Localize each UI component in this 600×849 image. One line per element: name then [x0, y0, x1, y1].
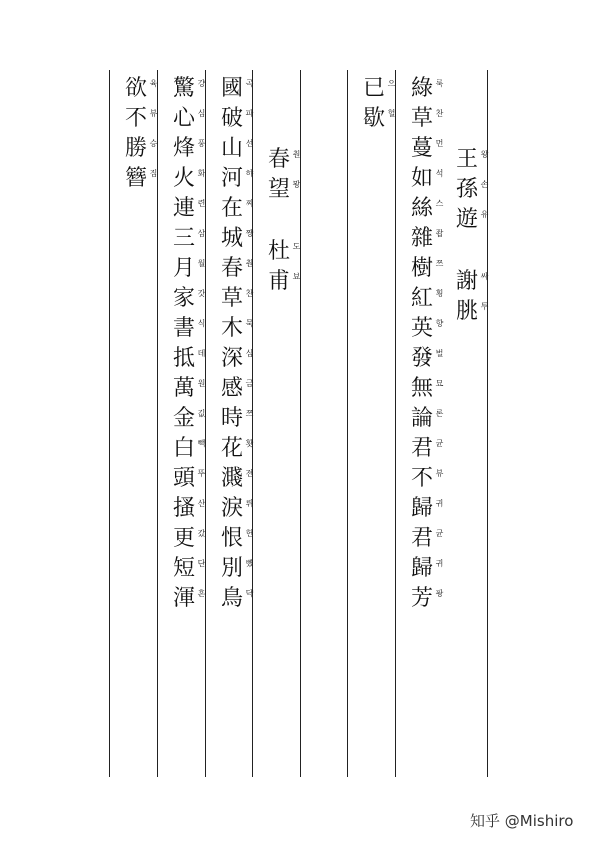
poem2-line2-column — [172, 75, 220, 615]
hanzi-char: 淚 — [220, 496, 243, 521]
hanzi-char: 濺 — [220, 466, 243, 491]
hanzi-char: 花 — [220, 436, 243, 461]
pronunciation-ruby: 횡 — [435, 289, 444, 297]
hanzi-char: 更 — [172, 526, 195, 551]
hanzi-char: 君 — [410, 526, 433, 551]
hanzi-char: 三 — [172, 226, 195, 251]
glyph-cell — [172, 315, 220, 345]
hanzi-char: 謝 — [455, 269, 478, 294]
glyph-cell — [410, 585, 458, 615]
pronunciation-ruby: 헌 — [245, 529, 254, 537]
glyph-cell — [172, 135, 220, 165]
pronunciation-ruby: 룩 — [435, 79, 444, 87]
pronunciation-ruby: 심 — [197, 109, 206, 117]
hanzi-char: 春 — [220, 256, 243, 281]
hanzi-char: 不 — [410, 466, 433, 491]
pronunciation-ruby: 유 — [480, 210, 489, 218]
pronunciation-ruby: 금 — [245, 379, 254, 387]
hanzi-char: 連 — [172, 196, 195, 221]
glyph-cell — [410, 285, 458, 315]
glyph-cell — [220, 525, 268, 555]
glyph-cell — [220, 285, 268, 315]
column-rule — [395, 70, 396, 777]
glyph-cell — [172, 285, 220, 315]
glyph-cell — [455, 176, 503, 206]
poem1-title-column — [455, 146, 503, 328]
poem2-line1-column — [220, 75, 268, 615]
hanzi-char: 心 — [172, 106, 195, 131]
hanzi-char: 河 — [220, 166, 243, 191]
pronunciation-ruby: 균 — [435, 529, 444, 537]
glyph-cell — [172, 225, 220, 255]
pronunciation-ruby: 련 — [197, 199, 206, 207]
hanzi-char: 草 — [410, 106, 433, 131]
pronunciation-ruby: 퐝 — [435, 589, 444, 597]
pronunciation-ruby: 벌 — [435, 349, 444, 357]
glyph-cell — [410, 315, 458, 345]
column-rule — [109, 70, 110, 777]
pronunciation-ruby: 춴 — [292, 150, 301, 158]
glyph-cell — [410, 255, 458, 285]
column-rule — [347, 70, 348, 777]
pronunciation-ruby: 뤼 — [245, 499, 254, 507]
pronunciation-ruby: 갔 — [197, 529, 206, 537]
glyph-cell — [267, 238, 315, 268]
glyph-cell — [220, 435, 268, 465]
pronunciation-ruby: 햐 — [245, 169, 254, 177]
pronunciation-ruby: 갓 — [197, 289, 206, 297]
glyph-cell — [172, 495, 220, 525]
pronunciation-ruby: 춴 — [245, 259, 254, 267]
glyph-cell — [410, 465, 458, 495]
glyph-cell — [410, 165, 458, 195]
pronunciation-ruby: 스 — [435, 199, 444, 207]
glyph-cell — [172, 105, 220, 135]
pronunciation-ruby: 손 — [480, 180, 489, 188]
pronunciation-ruby: 월 — [197, 259, 206, 267]
glyph-cell — [172, 195, 220, 225]
pronunciation-ruby: 찌 — [245, 199, 254, 207]
pronunciation-ruby: 뷰 — [149, 109, 158, 117]
hanzi-char: 紅 — [410, 286, 433, 311]
pronunciation-ruby: 묘 — [435, 379, 444, 387]
pronunciation-ruby: 육 — [149, 79, 158, 87]
pronunciation-ruby: 걍 — [197, 79, 206, 87]
hanzi-char: 歇 — [362, 106, 385, 131]
hanzi-char: 感 — [220, 376, 243, 401]
hanzi-char: 簪 — [124, 166, 147, 191]
hanzi-char: 樹 — [410, 256, 433, 281]
glyph-cell — [220, 555, 268, 585]
pronunciation-ruby: 단 — [197, 559, 206, 567]
glyph-cell — [172, 75, 220, 105]
hanzi-char: 金 — [172, 406, 195, 431]
hanzi-char: 發 — [410, 346, 433, 371]
glyph-cell — [172, 585, 220, 615]
hanzi-char: 春 — [267, 147, 290, 172]
pronunciation-ruby: 으 — [387, 79, 396, 87]
spacer — [267, 206, 315, 238]
glyph-cell — [267, 176, 315, 206]
hanzi-char: 芳 — [410, 586, 433, 611]
glyph-cell — [267, 146, 315, 176]
pronunciation-ruby: 균 — [435, 439, 444, 447]
glyph-cell — [172, 525, 220, 555]
hanzi-char: 如 — [410, 166, 433, 191]
glyph-cell — [220, 495, 268, 525]
hanzi-char: 國 — [220, 76, 243, 101]
hanzi-char: 絲 — [410, 196, 433, 221]
glyph-cell — [172, 345, 220, 375]
pronunciation-ruby: 묵 — [245, 319, 254, 327]
pronunciation-ruby: 화 — [197, 169, 206, 177]
hanzi-char: 鳥 — [220, 586, 243, 611]
hanzi-char: 搔 — [172, 496, 195, 521]
hanzi-char: 深 — [220, 346, 243, 371]
hanzi-char: 頭 — [172, 466, 195, 491]
glyph-cell — [410, 405, 458, 435]
pronunciation-ruby: 쯔 — [245, 409, 254, 417]
spacer — [455, 236, 503, 268]
poem2-title-column — [267, 146, 315, 298]
glyph-cell — [124, 75, 172, 105]
glyph-cell — [455, 206, 503, 236]
glyph-cell — [220, 375, 268, 405]
glyph-cell — [172, 465, 220, 495]
hanzi-char: 短 — [172, 556, 195, 581]
pronunciation-ruby: 곡 — [245, 79, 254, 87]
hanzi-char: 抵 — [172, 346, 195, 371]
glyph-cell — [220, 405, 268, 435]
hanzi-char: 家 — [172, 286, 195, 311]
pronunciation-ruby: 홧 — [245, 439, 254, 447]
poem1-line1-column — [410, 75, 458, 615]
pronunciation-ruby: 투 — [480, 302, 489, 310]
pronunciation-ruby: 풍 — [197, 139, 206, 147]
glyph-cell — [172, 435, 220, 465]
hanzi-char: 不 — [124, 106, 147, 131]
glyph-cell — [220, 345, 268, 375]
watermark: 知乎 @Mishiro — [470, 812, 574, 830]
glyph-cell — [220, 465, 268, 495]
pronunciation-ruby: 쨩 — [245, 229, 254, 237]
pronunciation-ruby: 향 — [435, 319, 444, 327]
hanzi-char: 時 — [220, 406, 243, 431]
hanzi-char: 書 — [172, 316, 195, 341]
hanzi-char: 歸 — [410, 556, 433, 581]
glyph-cell — [124, 135, 172, 165]
glyph-cell — [172, 375, 220, 405]
pronunciation-ruby: 도 — [292, 242, 301, 250]
hanzi-char: 城 — [220, 226, 243, 251]
hanzi-char: 無 — [410, 376, 433, 401]
pronunciation-ruby: 뼜 — [245, 559, 254, 567]
glyph-cell — [220, 195, 268, 225]
glyph-cell — [172, 405, 220, 435]
pronunciation-ruby: 헐 — [387, 109, 396, 117]
pronunciation-ruby: 귀 — [435, 559, 444, 567]
glyph-cell — [220, 165, 268, 195]
glyph-cell — [410, 435, 458, 465]
hanzi-char: 朓 — [455, 299, 478, 324]
glyph-cell — [410, 105, 458, 135]
hanzi-char: 恨 — [220, 526, 243, 551]
hanzi-char: 火 — [172, 166, 195, 191]
glyph-cell — [410, 555, 458, 585]
glyph-cell — [172, 165, 220, 195]
pronunciation-ruby: 짐 — [149, 169, 158, 177]
hanzi-char: 英 — [410, 316, 433, 341]
glyph-cell — [410, 525, 458, 555]
glyph-cell — [172, 555, 220, 585]
poem1-line2-column — [362, 75, 410, 135]
glyph-cell — [220, 585, 268, 615]
hanzi-char: 王 — [455, 147, 478, 172]
pronunciation-ruby: 댝 — [245, 589, 254, 597]
hanzi-char: 已 — [362, 76, 385, 101]
hanzi-char: 綠 — [410, 76, 433, 101]
hanzi-char: 渾 — [172, 586, 195, 611]
hanzi-char: 君 — [410, 436, 433, 461]
hanzi-char: 別 — [220, 556, 243, 581]
hanzi-char: 蔓 — [410, 136, 433, 161]
pronunciation-ruby: 찬 — [245, 289, 254, 297]
pronunciation-ruby: 깂 — [197, 409, 206, 417]
pronunciation-ruby: 뚜 — [197, 469, 206, 477]
hanzi-char: 勝 — [124, 136, 147, 161]
hanzi-char: 破 — [220, 106, 243, 131]
pronunciation-ruby: 산 — [197, 499, 206, 507]
glyph-cell — [220, 225, 268, 255]
glyph-cell — [220, 255, 268, 285]
glyph-cell — [362, 105, 410, 135]
hanzi-char: 望 — [267, 177, 290, 202]
glyph-cell — [124, 105, 172, 135]
glyph-cell — [410, 75, 458, 105]
glyph-cell — [410, 345, 458, 375]
poem2-line3-column — [124, 75, 172, 195]
hanzi-char: 雜 — [410, 226, 433, 251]
hanzi-char: 草 — [220, 286, 243, 311]
hanzi-char: 欲 — [124, 76, 147, 101]
hanzi-char: 烽 — [172, 136, 195, 161]
pronunciation-ruby: 왕 — [480, 150, 489, 158]
pronunciation-ruby: 흔 — [197, 589, 206, 597]
glyph-cell — [455, 146, 503, 176]
pronunciation-ruby: 뵤 — [292, 272, 301, 280]
pronunciation-ruby: 뫙 — [292, 180, 301, 188]
hanzi-char: 萬 — [172, 376, 195, 401]
glyph-cell — [362, 75, 410, 105]
pronunciation-ruby: 심 — [245, 349, 254, 357]
glyph-cell — [410, 195, 458, 225]
hanzi-char: 孫 — [455, 177, 478, 202]
pronunciation-ruby: 론 — [435, 409, 444, 417]
pronunciation-ruby: 빽 — [197, 439, 206, 447]
glyph-cell — [410, 495, 458, 525]
glyph-cell — [410, 135, 458, 165]
glyph-cell — [220, 315, 268, 345]
pronunciation-ruby: 석 — [435, 169, 444, 177]
pronunciation-ruby: 젼 — [245, 469, 254, 477]
glyph-cell — [410, 225, 458, 255]
hanzi-char: 論 — [410, 406, 433, 431]
hanzi-char: 甫 — [267, 269, 290, 294]
glyph-cell — [455, 298, 503, 328]
hanzi-char: 歸 — [410, 496, 433, 521]
glyph-cell — [455, 268, 503, 298]
pronunciation-ruby: 데 — [197, 349, 206, 357]
glyph-cell — [220, 105, 268, 135]
hanzi-char: 杜 — [267, 239, 290, 264]
pronunciation-ruby: 삼 — [197, 229, 206, 237]
pronunciation-ruby: 식 — [197, 319, 206, 327]
pronunciation-ruby: 뷰 — [435, 469, 444, 477]
hanzi-char: 木 — [220, 316, 243, 341]
pronunciation-ruby: 먼 — [435, 139, 444, 147]
glyph-cell — [220, 75, 268, 105]
glyph-cell — [172, 255, 220, 285]
hanzi-char: 月 — [172, 256, 195, 281]
pronunciation-ruby: 좝 — [435, 229, 444, 237]
glyph-cell — [124, 165, 172, 195]
pronunciation-ruby: 싸 — [480, 272, 489, 280]
glyph-cell — [410, 375, 458, 405]
glyph-cell — [220, 135, 268, 165]
pronunciation-ruby: 선 — [245, 139, 254, 147]
pronunciation-ruby: 승 — [149, 139, 158, 147]
hanzi-char: 山 — [220, 136, 243, 161]
pronunciation-ruby: 파 — [245, 109, 254, 117]
pronunciation-ruby: 찬 — [435, 109, 444, 117]
hanzi-char: 遊 — [455, 207, 478, 232]
hanzi-char: 白 — [172, 436, 195, 461]
pronunciation-ruby: 귀 — [435, 499, 444, 507]
hanzi-char: 驚 — [172, 76, 195, 101]
hanzi-char: 在 — [220, 196, 243, 221]
glyph-cell — [267, 268, 315, 298]
pronunciation-ruby: 원 — [197, 379, 206, 387]
pronunciation-ruby: 쯔 — [435, 259, 444, 267]
